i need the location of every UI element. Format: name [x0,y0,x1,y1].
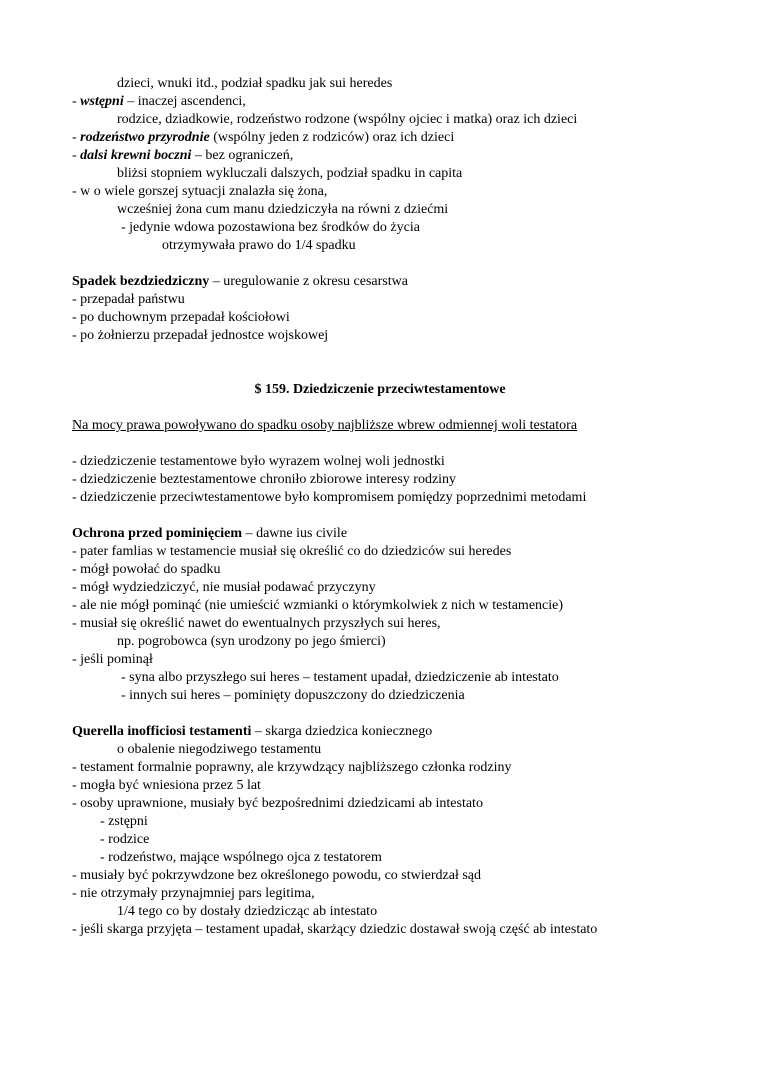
text-segment: - rodzice [100,832,150,847]
text-line [72,273,720,291]
text-line [72,615,720,633]
text-line [72,867,720,885]
text-line [0,381,760,399]
text-line [72,813,720,831]
text-line [72,831,720,849]
emphasized-text: Spadek bezdziedziczny [72,274,210,289]
text-segment: o obalenie niegodziwego testamentu [117,742,322,757]
text-segment: - po żołnierzu przepadał jednostce wojskowej [72,328,329,343]
text-line [72,885,720,903]
text-segment: - [72,148,81,163]
text-segment: - w o wiele gorszej sytuacji znalazła się żona, [72,184,328,199]
text-segment: - [72,94,81,109]
text-line [72,453,720,471]
text-segment: - jedynie wdowa pozostawiona bez środków do życia [121,220,420,235]
text-segment: - osoby uprawnione, musiały być bezpośrednimi dziedzicami ab intestato [72,796,483,811]
text-line [72,543,720,561]
text-line [72,741,720,759]
text-segment: - mógł powołać do spadku [72,562,221,577]
text-line [72,165,720,183]
blank-line [72,345,720,363]
blank-line [72,507,720,525]
text-segment: - dziedziczenie beztestamentowe chroniło zbiorowe interesy rodziny [72,472,457,487]
text-line [72,327,720,345]
text-segment: - [72,130,81,145]
text-line [72,921,720,939]
blank-line [72,399,720,417]
text-line [72,201,720,219]
text-segment: - innych sui heres – pominięty dopuszczony do dziedziczenia [121,688,465,703]
text-line [72,759,720,777]
text-segment: - dziedziczenie przeciwtestamentowe było kompromisem pomiędzy poprzednimi metodami [72,490,587,505]
text-line [72,471,720,489]
text-line [72,183,720,201]
text-segment: - musiał się określić nawet do ewentualnych przyszłych sui heres, [72,616,441,631]
emphasized-text: $ 159. Dziedziczenie przeciwtestamentowe [254,382,506,397]
text-line [72,147,720,165]
text-segment: - rodzeństwo, mające wspólnego ojca z testatorem [100,850,382,865]
text-line [72,849,720,867]
text-segment: - jeśli skarga przyjęta – testament upadał, skarżący dziedzic dostawał swoją część ab intestato [72,922,598,937]
text-segment: bliżsi stopniem wykluczali dalszych, podział spadku in capita [117,166,463,181]
text-segment: - po duchownym przepadał kościołowi [72,310,290,325]
text-segment: dzieci, wnuki itd., podział spadku jak sui heredes [117,76,393,91]
text-segment: otrzymywała prawo do 1/4 spadku [162,238,356,253]
text-segment: - mógł wydziedziczyć, nie musiał podawać przyczyny [72,580,376,595]
text-segment: - syna albo przyszłego sui heres – testament upadał, dziedziczenie ab intestato [121,670,559,685]
text-line [72,723,720,741]
text-line [72,633,720,651]
text-segment: - ale nie mógł pominąć (nie umieścić wzmianki o którymkolwiek z nich w testamencie) [72,598,564,613]
text-segment: - nie otrzymały przynajmniej pars legitima, [72,886,315,901]
text-segment: - mogła być wniesiona przez 5 lat [72,778,261,793]
text-segment: – inaczej ascendenci, [123,94,246,109]
emphasized-text: wstępni [80,94,124,109]
text-segment: - przepadał państwu [72,292,185,307]
text-segment: (wspólny jeden z rodziców) oraz ich dzieci [209,130,455,145]
text-line [72,669,720,687]
text-segment: np. pogrobowca (syn urodzony po jego śmierci) [117,634,386,649]
text-line [72,291,720,309]
emphasized-text: dalsi krewni boczni [80,148,192,163]
text-line [72,597,720,615]
text-line [72,219,720,237]
text-segment: - zstępni [100,814,148,829]
blank-line [72,435,720,453]
text-segment: – dawne ius civile [242,526,348,541]
text-line [72,111,720,129]
text-segment: - dziedziczenie testamentowe było wyrazem wolnej woli jednostki [72,454,445,469]
text-line [72,903,720,921]
text-line [72,687,720,705]
text-line [72,417,720,435]
text-segment: rodzice, dziadkowie, rodzeństwo rodzone (wspólny ojciec i matka) oraz ich dzieci [117,112,578,127]
text-line [72,93,720,111]
blank-line [72,363,720,381]
text-segment: – bez ograniczeń, [191,148,294,163]
text-segment: - jeśli pominął [72,652,153,667]
blank-line [72,255,720,273]
text-line [72,561,720,579]
emphasized-text: rodzeństwo przyrodnie [80,130,210,145]
text-line [72,579,720,597]
text-line [72,651,720,669]
text-line [72,309,720,327]
text-line [72,75,720,93]
emphasized-text: Querella inofficiosi testamenti [72,724,252,739]
text-segment: - testament formalnie poprawny, ale krzywdzący najbliższego członka rodziny [72,760,512,775]
text-segment: wcześniej żona cum manu dziedziczyła na równi z dziećmi [117,202,449,217]
text-line [72,525,720,543]
text-line [72,777,720,795]
blank-line [72,705,720,723]
underlined-text: Na mocy prawa powoływano do spadku osoby najbliższe wbrew odmiennej woli testatora [72,418,578,433]
emphasized-text: Ochrona przed pominięciem [72,526,243,541]
text-segment: – uregulowanie z okresu cesarstwa [209,274,408,289]
text-line [72,237,720,255]
text-line [72,795,720,813]
text-line [72,129,720,147]
text-line [72,489,720,507]
text-segment: 1/4 tego co by dostały dziedzicząc ab intestato [117,904,378,919]
text-segment: - musiały być pokrzywdzone bez określonego powodu, co stwierdzał sąd [72,868,481,883]
text-segment: - pater famlias w testamencie musiał się określić co do dziedziców sui heredes [72,544,512,559]
text-segment: – skarga dziedzica koniecznego [251,724,433,739]
